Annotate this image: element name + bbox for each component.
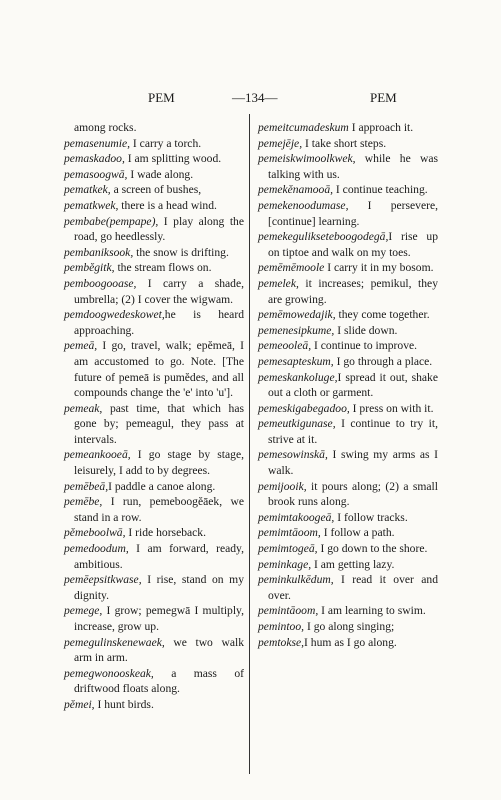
dictionary-entry xyxy=(258,198,438,229)
entry-definition: I continue teaching. xyxy=(333,183,428,197)
entry-definition: I persevere, [continue] learning. xyxy=(268,198,438,228)
entry-definition: among rocks. xyxy=(74,121,137,134)
dictionary-entry xyxy=(64,136,244,152)
entry-headword: pemejēje, xyxy=(258,136,303,150)
entry-definition: I ride horseback. xyxy=(125,526,206,540)
entry-definition: I am getting lazy. xyxy=(311,557,395,571)
entry-definition: I continue to improve. xyxy=(311,339,418,353)
dictionary-entry xyxy=(64,120,244,136)
dictionary-entry xyxy=(258,354,438,370)
dictionary-entry xyxy=(64,182,244,198)
right-column xyxy=(258,120,438,650)
entry-definition: he is heard approaching. xyxy=(74,308,244,337)
entry-headword: pĕmei, xyxy=(64,697,95,711)
entry-headword: pemegwonooskeak, xyxy=(64,666,154,680)
column-rule xyxy=(249,114,250,774)
dictionary-entry xyxy=(64,635,244,666)
running-head xyxy=(0,90,501,110)
dictionary-entry xyxy=(258,619,438,635)
dictionary-entry xyxy=(258,136,438,152)
entry-headword: pembĕgitk, xyxy=(64,261,115,275)
entry-headword: pembabe(pempape), xyxy=(64,214,159,228)
dictionary-entry xyxy=(64,572,244,603)
entry-definition: a mass of driftwood floats along. xyxy=(74,666,244,696)
entry-definition: I hunt birds. xyxy=(94,697,154,711)
dictionary-entry xyxy=(64,338,244,400)
dictionary-entry xyxy=(64,245,244,261)
entry-headword: pemdoogwedeskowet, xyxy=(64,308,165,322)
entry-headword: pemintāoom, xyxy=(258,604,319,618)
page-number: —134— xyxy=(232,90,278,105)
dictionary-entry xyxy=(258,541,438,557)
entry-definition: I am forward, ready, ambitious. xyxy=(74,542,244,571)
dictionary-entry xyxy=(64,276,244,307)
entry-definition: I hum as I go along. xyxy=(304,635,397,649)
dictionary-entry xyxy=(64,447,244,478)
entry-headword: pemeskigabegadoo, xyxy=(258,401,350,415)
entry-headword: pemekenoodumase, xyxy=(258,198,349,212)
dictionary-entry xyxy=(258,401,438,417)
entry-headword: pematkek, xyxy=(64,183,111,197)
entry-headword: pemeutkigunase, xyxy=(258,417,336,431)
entry-definition: they come together. xyxy=(335,308,430,322)
dictionary-entry xyxy=(64,214,244,245)
dictionary-entry xyxy=(258,557,438,573)
entry-definition: the stream flows on. xyxy=(114,261,212,275)
entry-definition: I press on with it. xyxy=(349,401,434,415)
dictionary-entry xyxy=(258,416,438,447)
entry-headword: pemekegulikseteboogodegā, xyxy=(258,230,389,244)
entry-headword: pemimtāoom, xyxy=(258,526,321,540)
entry-headword: pĕmeboolwā, xyxy=(64,526,126,540)
dictionary-entry xyxy=(258,229,438,260)
entry-headword: pemaskadoo, xyxy=(64,152,125,166)
entry-definition: it pours along; (2) a small brook runs along. xyxy=(268,479,438,509)
dictionary-entry xyxy=(64,151,244,167)
entry-headword: pemimtogeā, xyxy=(258,542,318,556)
entry-definition: I wade along. xyxy=(127,167,194,181)
entry-headword: pemeiskwimoolkwek, xyxy=(258,152,356,166)
dictionary-entry xyxy=(64,479,244,495)
entry-headword: pemasoogwā, xyxy=(64,167,128,181)
entry-definition: I carry a shade, umbrella; (2) I cover the wigwam. xyxy=(74,276,244,306)
dictionary-entry xyxy=(64,603,244,634)
entry-definition: I run, pemeboogĕāek, we stand in a row. xyxy=(74,495,244,524)
dictionary-entry xyxy=(258,572,438,603)
entry-definition: I approach it. xyxy=(348,121,414,134)
entry-definition: I follow a path. xyxy=(320,526,395,540)
entry-headword: pemegulinskenewaek, xyxy=(64,635,165,649)
entry-headword: peminkulkēdum, xyxy=(258,573,334,587)
entry-definition: I read it over and over. xyxy=(268,573,438,602)
entry-headword: pemeankooeā, xyxy=(64,448,131,462)
dictionary-entry xyxy=(258,151,438,182)
entry-definition: I go through a place. xyxy=(333,354,433,368)
entry-headword: peminkage, xyxy=(258,557,312,571)
dictionary-entry xyxy=(64,260,244,276)
entry-definition: I swing my arms as I walk. xyxy=(268,448,438,478)
entry-definition: we two walk arm in arm. xyxy=(74,635,244,665)
entry-definition: I go along singing; xyxy=(304,620,395,633)
entry-definition: I carry a torch. xyxy=(130,136,202,150)
dictionary-entry xyxy=(258,635,438,651)
dictionary-entry xyxy=(258,276,438,307)
dictionary-entry xyxy=(64,666,244,697)
entry-definition: I go down to the shore. xyxy=(317,542,428,556)
entry-headword: pemēepsitkwase, xyxy=(64,573,142,587)
dictionary-entry xyxy=(258,479,438,510)
entry-definition: I play along the road, go heedlessly. xyxy=(74,214,244,244)
entry-headword: pemesowinskā, xyxy=(258,448,328,462)
dictionary-entry xyxy=(64,541,244,572)
entry-headword: pemboogooase, xyxy=(64,276,137,290)
running-head-right: PEM xyxy=(370,90,397,105)
dictionary-entry xyxy=(258,182,438,198)
entry-headword: pemeak, xyxy=(64,401,103,415)
entry-headword: pemekĕnamooā, xyxy=(258,183,334,197)
entry-definition: I grow; pemegwā I multiply, increase, grow up. xyxy=(74,604,244,633)
dictionary-entry xyxy=(64,167,244,183)
entry-definition: I carry it in my bosom. xyxy=(324,261,434,275)
dictionary-entry xyxy=(64,401,244,448)
dictionary-entry xyxy=(258,338,438,354)
entry-definition: I am splitting wood. xyxy=(124,152,222,166)
entry-headword: pemasenumie, xyxy=(64,136,131,150)
dictionary-entry xyxy=(64,697,244,713)
entry-definition: I rise, stand on my dignity. xyxy=(74,573,244,602)
entry-headword: pemijooik, xyxy=(258,479,307,493)
entry-definition: I paddle a canoe along. xyxy=(108,479,216,493)
entry-definition: I follow tracks. xyxy=(334,510,408,524)
dictionary-entry xyxy=(64,525,244,541)
entry-headword: pemēbe, xyxy=(64,495,103,509)
entry-definition: it increases; pemikul, they are growing. xyxy=(268,276,438,306)
entry-headword: pemelek, xyxy=(258,276,299,290)
entry-headword: pemēmowedajik, xyxy=(258,308,336,322)
dictionary-entry xyxy=(64,494,244,525)
entry-headword: pemēmēmoole xyxy=(258,261,325,275)
entry-definition: I take short steps. xyxy=(302,136,387,150)
entry-headword: pemenesipkume, xyxy=(258,323,335,337)
entry-definition: I rise up on tiptoe and walk on my toes. xyxy=(268,230,438,259)
left-column xyxy=(64,120,244,713)
entry-columns xyxy=(64,114,438,774)
entry-headword: pemege, xyxy=(64,604,103,618)
entry-definition: I go stage by stage, leisurely, I add to by degrees. xyxy=(74,448,244,478)
entry-definition: past time, that which has gone by; pemeagul, they pass at intervals. xyxy=(74,401,244,446)
dictionary-entry xyxy=(258,603,438,619)
entry-headword: pemēbeā, xyxy=(64,479,109,493)
running-head-left: PEM xyxy=(148,90,175,105)
entry-definition: I am learning to swim. xyxy=(318,604,426,618)
entry-definition: there is a head wind. xyxy=(118,198,217,212)
dictionary-entry xyxy=(258,323,438,339)
entry-headword: pembaniksook, xyxy=(64,245,134,259)
entry-definition: while he was talking with us. xyxy=(268,152,438,181)
entry-definition: I spread it out, shake out a cloth or garment. xyxy=(268,370,438,400)
entry-headword: pematkwek, xyxy=(64,198,119,212)
entry-headword: pemeitcumadeskum xyxy=(258,121,349,134)
entry-definition: a screen of bushes, xyxy=(110,183,202,197)
dictionary-entry xyxy=(258,370,438,401)
entry-headword: pemeā, xyxy=(64,339,98,353)
entry-definition: I go, travel, walk; epĕmeā, I am accustomed to go. Note. [The future of pemeā is pumĕdes, and all compounds change the 'e' into 'u']. xyxy=(74,339,244,400)
entry-headword: pemesapteskum, xyxy=(258,354,334,368)
dictionary-entry xyxy=(258,120,438,136)
dictionary-entry xyxy=(258,525,438,541)
entry-definition: the snow is drifting. xyxy=(133,245,229,259)
entry-headword: pemimtakoogeā, xyxy=(258,510,335,524)
entry-definition: I slide down. xyxy=(334,323,398,337)
dictionary-entry xyxy=(64,307,244,338)
entry-headword: pemtokse, xyxy=(258,635,305,649)
entry-headword: pemedoodum, xyxy=(64,542,129,556)
entry-definition: I continue to try it, strive at it. xyxy=(268,417,438,446)
entry-headword: pemintoo, xyxy=(258,620,305,633)
entry-headword: pemeooleā, xyxy=(258,339,312,353)
entry-headword: pemeskankoluge, xyxy=(258,370,338,384)
dictionary-entry xyxy=(258,307,438,323)
dictionary-entry xyxy=(64,198,244,214)
dictionary-entry xyxy=(258,447,438,478)
dictionary-entry xyxy=(258,510,438,526)
dictionary-entry xyxy=(258,260,438,276)
